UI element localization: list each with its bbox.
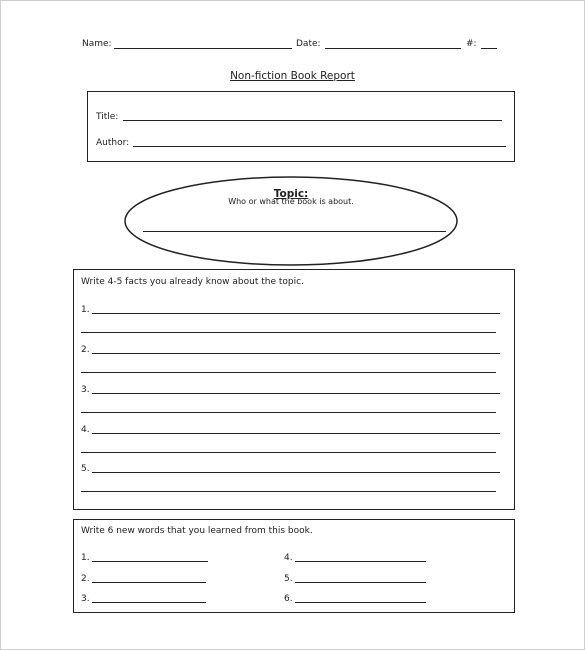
word-4-field[interactable] bbox=[295, 561, 426, 562]
fact-number-1: 1. bbox=[81, 305, 90, 315]
fact-number-4: 4. bbox=[81, 425, 90, 435]
word-1-field[interactable] bbox=[92, 561, 208, 562]
word-6-field[interactable] bbox=[295, 602, 426, 603]
fact-4-line-2[interactable] bbox=[81, 452, 496, 453]
fact-number-2: 2. bbox=[81, 345, 90, 355]
fact-1-line-1[interactable] bbox=[92, 313, 500, 314]
facts-box bbox=[73, 269, 515, 510]
number-field[interactable] bbox=[481, 48, 497, 49]
number-label: #: bbox=[466, 39, 477, 49]
word-2-field[interactable] bbox=[92, 582, 206, 583]
fact-1-line-2[interactable] bbox=[81, 332, 496, 333]
name-label: Name: bbox=[82, 39, 112, 49]
fact-3-line-2[interactable] bbox=[81, 412, 496, 413]
topic-field[interactable] bbox=[143, 231, 446, 232]
date-field[interactable] bbox=[325, 48, 461, 49]
word-number-2: 2. bbox=[81, 574, 90, 584]
fact-5-line-1[interactable] bbox=[92, 472, 500, 473]
author-label: Author: bbox=[96, 138, 130, 148]
word-number-6: 6. bbox=[284, 594, 293, 604]
fact-number-5: 5. bbox=[81, 464, 90, 474]
word-number-3: 3. bbox=[81, 594, 90, 604]
words-prompt: Write 6 new words that you learned from this book. bbox=[81, 526, 313, 536]
page-title: Non-fiction Book Report bbox=[230, 70, 355, 82]
fact-2-line-1[interactable] bbox=[92, 353, 500, 354]
word-number-5: 5. bbox=[284, 574, 293, 584]
word-number-1: 1. bbox=[81, 553, 90, 563]
word-5-field[interactable] bbox=[295, 582, 426, 583]
name-field[interactable] bbox=[114, 48, 292, 49]
fact-3-line-1[interactable] bbox=[92, 393, 500, 394]
fact-number-3: 3. bbox=[81, 385, 90, 395]
fact-4-line-1[interactable] bbox=[92, 433, 500, 434]
topic-subtitle: Who or what the book is about. bbox=[228, 197, 354, 206]
date-label: Date: bbox=[296, 39, 321, 49]
topic-heading: Topic: bbox=[273, 188, 309, 200]
facts-prompt: Write 4-5 facts you already know about the topic. bbox=[81, 277, 304, 287]
title-field[interactable] bbox=[123, 120, 502, 121]
fact-2-line-2[interactable] bbox=[81, 372, 496, 373]
title-label: Title: bbox=[96, 112, 119, 122]
fact-5-line-2[interactable] bbox=[81, 491, 496, 492]
author-field[interactable] bbox=[133, 146, 506, 147]
book-info-box bbox=[87, 91, 515, 162]
word-3-field[interactable] bbox=[92, 602, 206, 603]
word-number-4: 4. bbox=[284, 553, 293, 563]
